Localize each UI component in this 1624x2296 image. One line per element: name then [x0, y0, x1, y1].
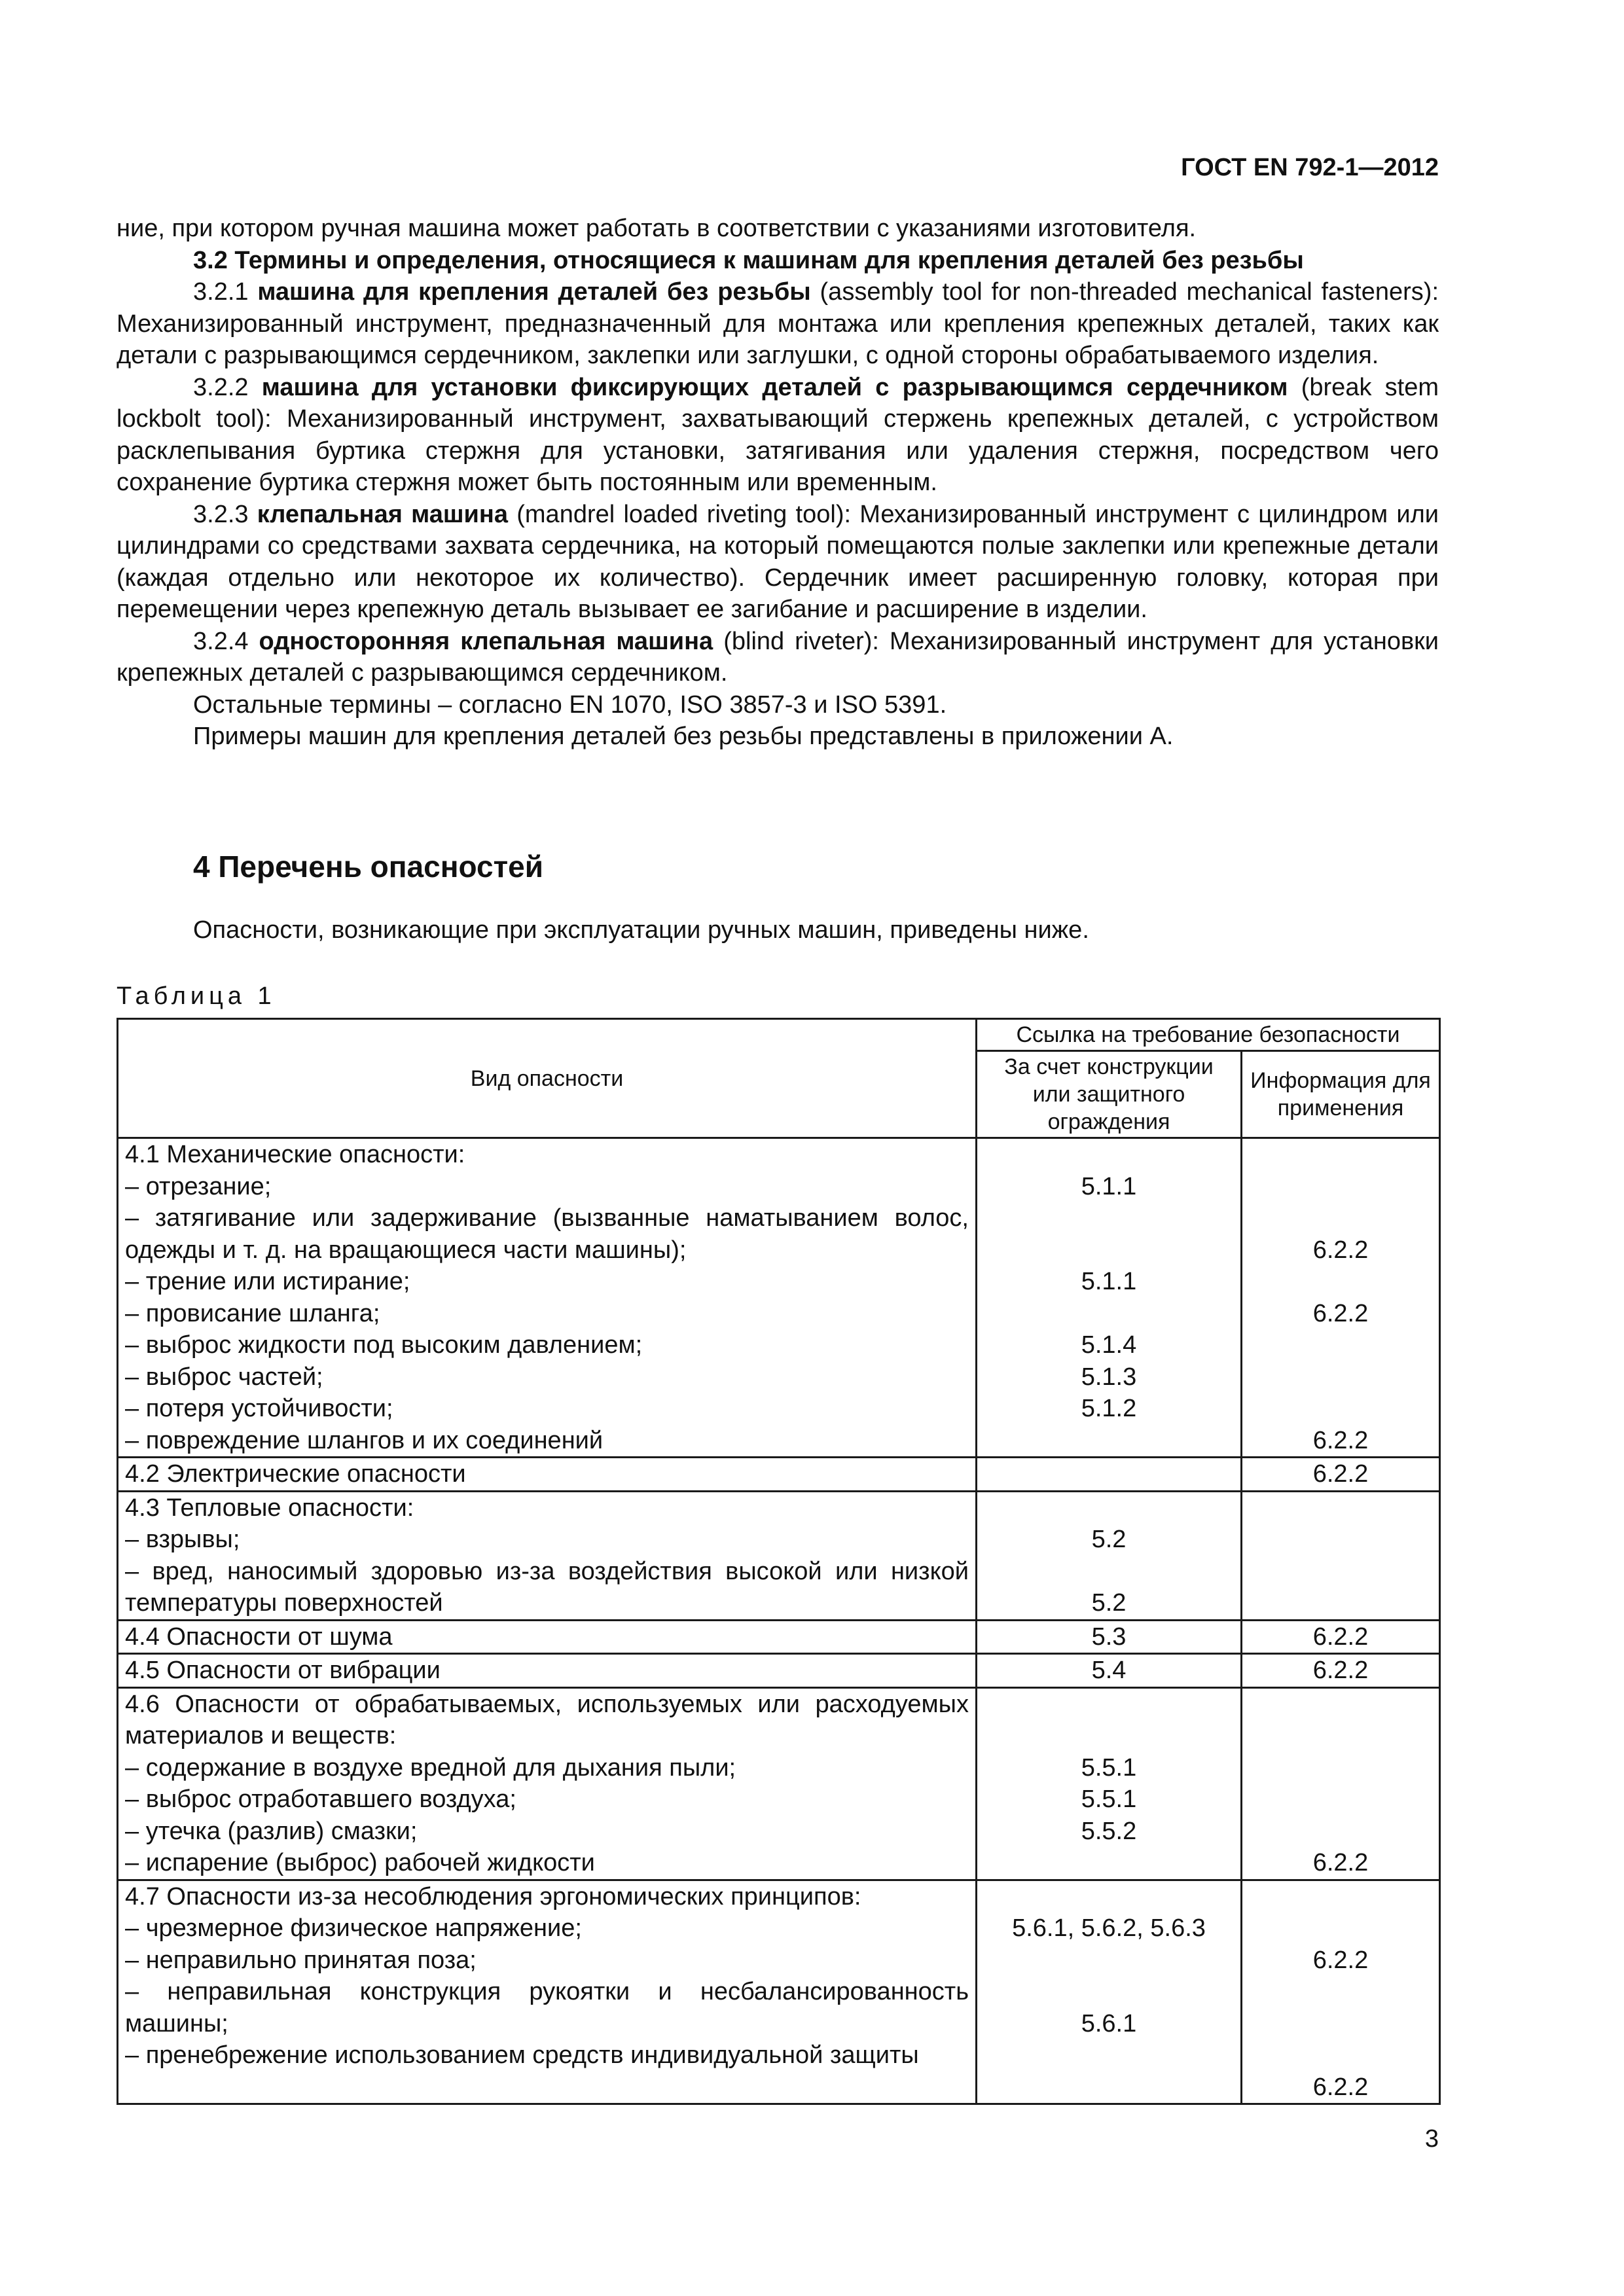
table-row [118, 1138, 1440, 1458]
info-ref [1249, 1720, 1432, 1752]
table-row [118, 1491, 1440, 1620]
design-ref: 5.3 [1091, 1623, 1127, 1651]
design-ref-cell [977, 1458, 1242, 1492]
info-ref [1249, 1202, 1432, 1234]
term-3-2-4 [117, 626, 1439, 689]
hazard-line: – выброс отработавшего воздуха; [125, 1785, 516, 1813]
info-ref [1249, 1492, 1432, 1524]
info-ref [1249, 1976, 1432, 2008]
design-ref: 5.1.1 [1081, 1268, 1137, 1295]
hazard-line: – затягивание или задерживание (вызванные наматыванием волос, одежды и т. д. на вращающиеся части машины); [125, 1204, 969, 1264]
info-ref-cell [1242, 1654, 1440, 1688]
hazard-line: – неправильно принятая поза; [125, 1946, 477, 1974]
page-number: 3 [1424, 2125, 1439, 2153]
hazard-cell [118, 1458, 977, 1492]
design-ref-cell [977, 1138, 1242, 1458]
table-row [118, 1880, 1440, 2104]
hazard-table [117, 1018, 1441, 2105]
design-ref-cell [977, 1491, 1242, 1620]
design-ref-cell [977, 1654, 1242, 1688]
design-ref: 5.1.1 [1081, 1172, 1137, 1200]
term-number: 3.2.4 [193, 627, 259, 655]
design-ref [984, 1720, 1234, 1752]
info-ref [1249, 1524, 1432, 1556]
design-ref: 5.1.3 [1081, 1363, 1137, 1391]
header-usage-info: Информация для применения [1242, 1051, 1440, 1138]
info-ref: 6.2.2 [1312, 1460, 1369, 1488]
info-ref: 6.2.2 [1312, 2073, 1369, 2101]
term-definition: (blind riveter): Механизированный инструмент для установки крепежных деталей с разрывающимся сердечником. [117, 627, 1439, 687]
info-ref: 6.2.2 [1312, 1849, 1369, 1876]
hazard-line: – выброс частей; [125, 1363, 323, 1391]
hazard-line: – отрезание; [125, 1172, 272, 1200]
hazard-line: 4.4 Опасности от шума [125, 1623, 393, 1651]
hazard-line: – чрезмерное физическое напряжение; [125, 1914, 582, 1942]
design-ref: 5.2 [1091, 1589, 1127, 1617]
design-ref [984, 1689, 1234, 1721]
info-ref [1249, 1556, 1432, 1588]
info-ref [1249, 1784, 1432, 1816]
other-terms-note: Остальные термины – согласно EN 1070, ISO 3857-3 и ISO 5391. [193, 691, 947, 719]
hazard-line: – повреждение шлангов и их соединений [125, 1426, 604, 1454]
hazard-cell [118, 1687, 977, 1880]
subsection-heading-text: 3.2 Термины и определения, относящиеся к машинам для крепления деталей без резьбы [193, 246, 1304, 274]
subsection-heading [117, 245, 1439, 277]
info-ref [1249, 1393, 1432, 1425]
hazard-line: – утечка (разлив) смазки; [125, 1817, 418, 1845]
section-title: 4 Перечень опасностей [193, 850, 543, 884]
info-ref [1249, 1171, 1432, 1203]
design-ref-cell [977, 1880, 1242, 2104]
info-ref-cell [1242, 1138, 1440, 1458]
hazard-line: 4.1 Механические опасности: [125, 1141, 465, 1168]
design-ref [984, 1234, 1234, 1266]
info-ref [1249, 1266, 1432, 1298]
design-ref-cell [977, 1620, 1242, 1654]
info-ref: 6.2.2 [1312, 1236, 1369, 1264]
hazard-line: – содержание в воздухе вредной для дыхания пыли; [125, 1753, 736, 1782]
hazard-cell [118, 1654, 977, 1688]
table-caption: Таблица 1 [117, 982, 276, 1010]
info-ref-cell [1242, 1880, 1440, 2104]
design-ref: 5.6.1, 5.6.2, 5.6.3 [1012, 1914, 1206, 1942]
info-ref [1249, 1912, 1432, 1945]
info-ref-cell [1242, 1491, 1440, 1620]
design-ref: 5.1.2 [1081, 1395, 1137, 1422]
document-code: ГОСТ EN 792-1—2012 [1181, 154, 1439, 181]
design-ref [984, 1976, 1234, 2008]
hazard-line: – провисание шланга; [125, 1299, 380, 1327]
info-ref [1249, 1816, 1432, 1848]
paragraph-continuation: ние, при котором ручная машина может работать в соответствии с указаниями изготовителя. [117, 215, 1197, 242]
info-ref-cell [1242, 1620, 1440, 1654]
info-ref: 6.2.2 [1312, 1623, 1369, 1651]
hazard-line: – вред, наносимый здоровью из-за воздействия высокой или низкой температуры поверхностей [125, 1557, 969, 1617]
terms-text [117, 213, 1439, 753]
design-ref: 5.5.2 [1081, 1817, 1137, 1845]
design-ref [984, 1425, 1234, 1457]
hazard-cell [118, 1491, 977, 1620]
design-ref: 5.2 [1091, 1526, 1127, 1553]
info-ref [1249, 1752, 1432, 1784]
table-row [118, 1687, 1440, 1880]
design-ref [984, 1881, 1234, 1913]
design-ref [984, 1298, 1234, 1330]
header-design: За счет конструкции или защитного ограждения [977, 1051, 1242, 1138]
info-ref [1249, 1361, 1432, 1393]
info-ref [1249, 1689, 1432, 1721]
info-ref [1249, 1587, 1432, 1619]
hazard-cell [118, 1620, 977, 1654]
header-hazard-type: Вид опасности [118, 1019, 977, 1138]
design-ref [984, 2039, 1234, 2072]
hazard-line: – потеря устойчивости; [125, 1395, 393, 1422]
term-3-2-1 [117, 276, 1439, 372]
hazard-line: 4.3 Тепловые опасности: [125, 1494, 414, 1522]
examples-note: Примеры машин для крепления деталей без резьбы представлены в приложении А. [193, 723, 1174, 750]
hazard-line: – взрывы; [125, 1526, 240, 1553]
design-ref: 5.5.1 [1081, 1785, 1137, 1813]
table-header-row [118, 1019, 1440, 1051]
term-definition: (mandrel loaded riveting tool): Механизированный инструмент с цилиндром или цилиндрами со средствами захвата сердечника, на который помещаются полые заклепки или крепежные детали (каждая отдельно или некоторое их количество). Сердечник имеет расширенную головку, которая при перемещении через крепежную деталь вызывает ее загибание и расширение в изделии. [117, 500, 1439, 623]
table-row [118, 1654, 1440, 1688]
info-ref: 6.2.2 [1312, 1299, 1369, 1327]
term-name: машина для установки фиксирующих деталей с разрывающимся сердечником [261, 373, 1288, 401]
table-body [118, 1138, 1440, 2104]
hazard-cell [118, 1880, 977, 2104]
design-ref [984, 1458, 1234, 1490]
design-ref [984, 1492, 1234, 1524]
term-definition: (assembly tool for non-threaded mechanical fasteners): Механизированный инструмент, предназначенный для монтажа или крепления крепежных деталей, таких как детали с разрывающимся сердечником, заклепки или заглушки, с одной стороны обрабатываемого изделия. [117, 278, 1439, 369]
design-ref: 5.4 [1091, 1657, 1127, 1684]
design-ref: 5.6.1 [1081, 2009, 1137, 2037]
term-number: 3.2.2 [193, 373, 262, 401]
info-ref [1249, 1881, 1432, 1913]
info-ref-cell [1242, 1687, 1440, 1880]
term-number: 3.2.1 [193, 278, 258, 306]
term-3-2-2 [117, 372, 1439, 499]
info-ref [1249, 2008, 1432, 2040]
info-ref: 6.2.2 [1312, 1426, 1369, 1454]
hazard-line: 4.2 Электрические опасности [125, 1460, 466, 1488]
design-ref-cell [977, 1687, 1242, 1880]
section-intro: Опасности, возникающие при эксплуатации ручных машин, приведены ниже. [193, 916, 1089, 944]
hazard-line: – трение или истирание; [125, 1268, 410, 1295]
term-3-2-3 [117, 499, 1439, 626]
term-definition: (break stem lockbolt tool): Механизированный инструмент, захватывающий стержень крепежных деталей, с устройством расклепывания буртика стержня для установки, затягивания или удаления стержня, посредством чего сохранение буртика стержня может быть постоянным или временным. [117, 373, 1439, 496]
design-ref [984, 2072, 1234, 2104]
info-ref [1249, 1139, 1432, 1171]
term-name: машина для крепления деталей без резьбы [257, 278, 811, 306]
term-name: односторонняя клепальная машина [259, 627, 713, 655]
design-ref: 5.1.4 [1081, 1331, 1137, 1359]
design-ref [984, 1139, 1234, 1171]
info-ref: 6.2.2 [1312, 1946, 1369, 1974]
hazard-line: 4.5 Опасности от вибрации [125, 1657, 441, 1684]
hazard-line: 4.7 Опасности из-за несоблюдения эргономических принципов: [125, 1882, 861, 1910]
design-ref [984, 1847, 1234, 1879]
design-ref [984, 1556, 1234, 1588]
hazard-line: – пренебрежение использованием средств индивидуальной защиты [125, 2041, 919, 2069]
hazard-line: 4.6 Опасности от обрабатываемых, используемых или расходуемых материалов и веществ: [125, 1690, 969, 1749]
hazard-cell [118, 1138, 977, 1458]
term-number: 3.2.3 [193, 500, 257, 528]
term-name: клепальная машина [257, 500, 508, 528]
info-ref [1249, 1329, 1432, 1361]
table-row [118, 1620, 1440, 1654]
header-safety-reference: Ссылка на требование безопасности [977, 1019, 1440, 1051]
hazard-line: – выброс жидкости под высоким давлением; [125, 1331, 643, 1359]
table-row [118, 1458, 1440, 1492]
design-ref [984, 1945, 1234, 1977]
design-ref [984, 1202, 1234, 1234]
info-ref-cell [1242, 1458, 1440, 1492]
info-ref [1249, 2039, 1432, 2072]
design-ref: 5.5.1 [1081, 1753, 1137, 1782]
hazard-line: – испарение (выброс) рабочей жидкости [125, 1849, 595, 1876]
info-ref: 6.2.2 [1312, 1657, 1369, 1684]
hazard-line: – неправильная конструкция рукоятки и несбалансированность машины; [125, 1978, 969, 2037]
